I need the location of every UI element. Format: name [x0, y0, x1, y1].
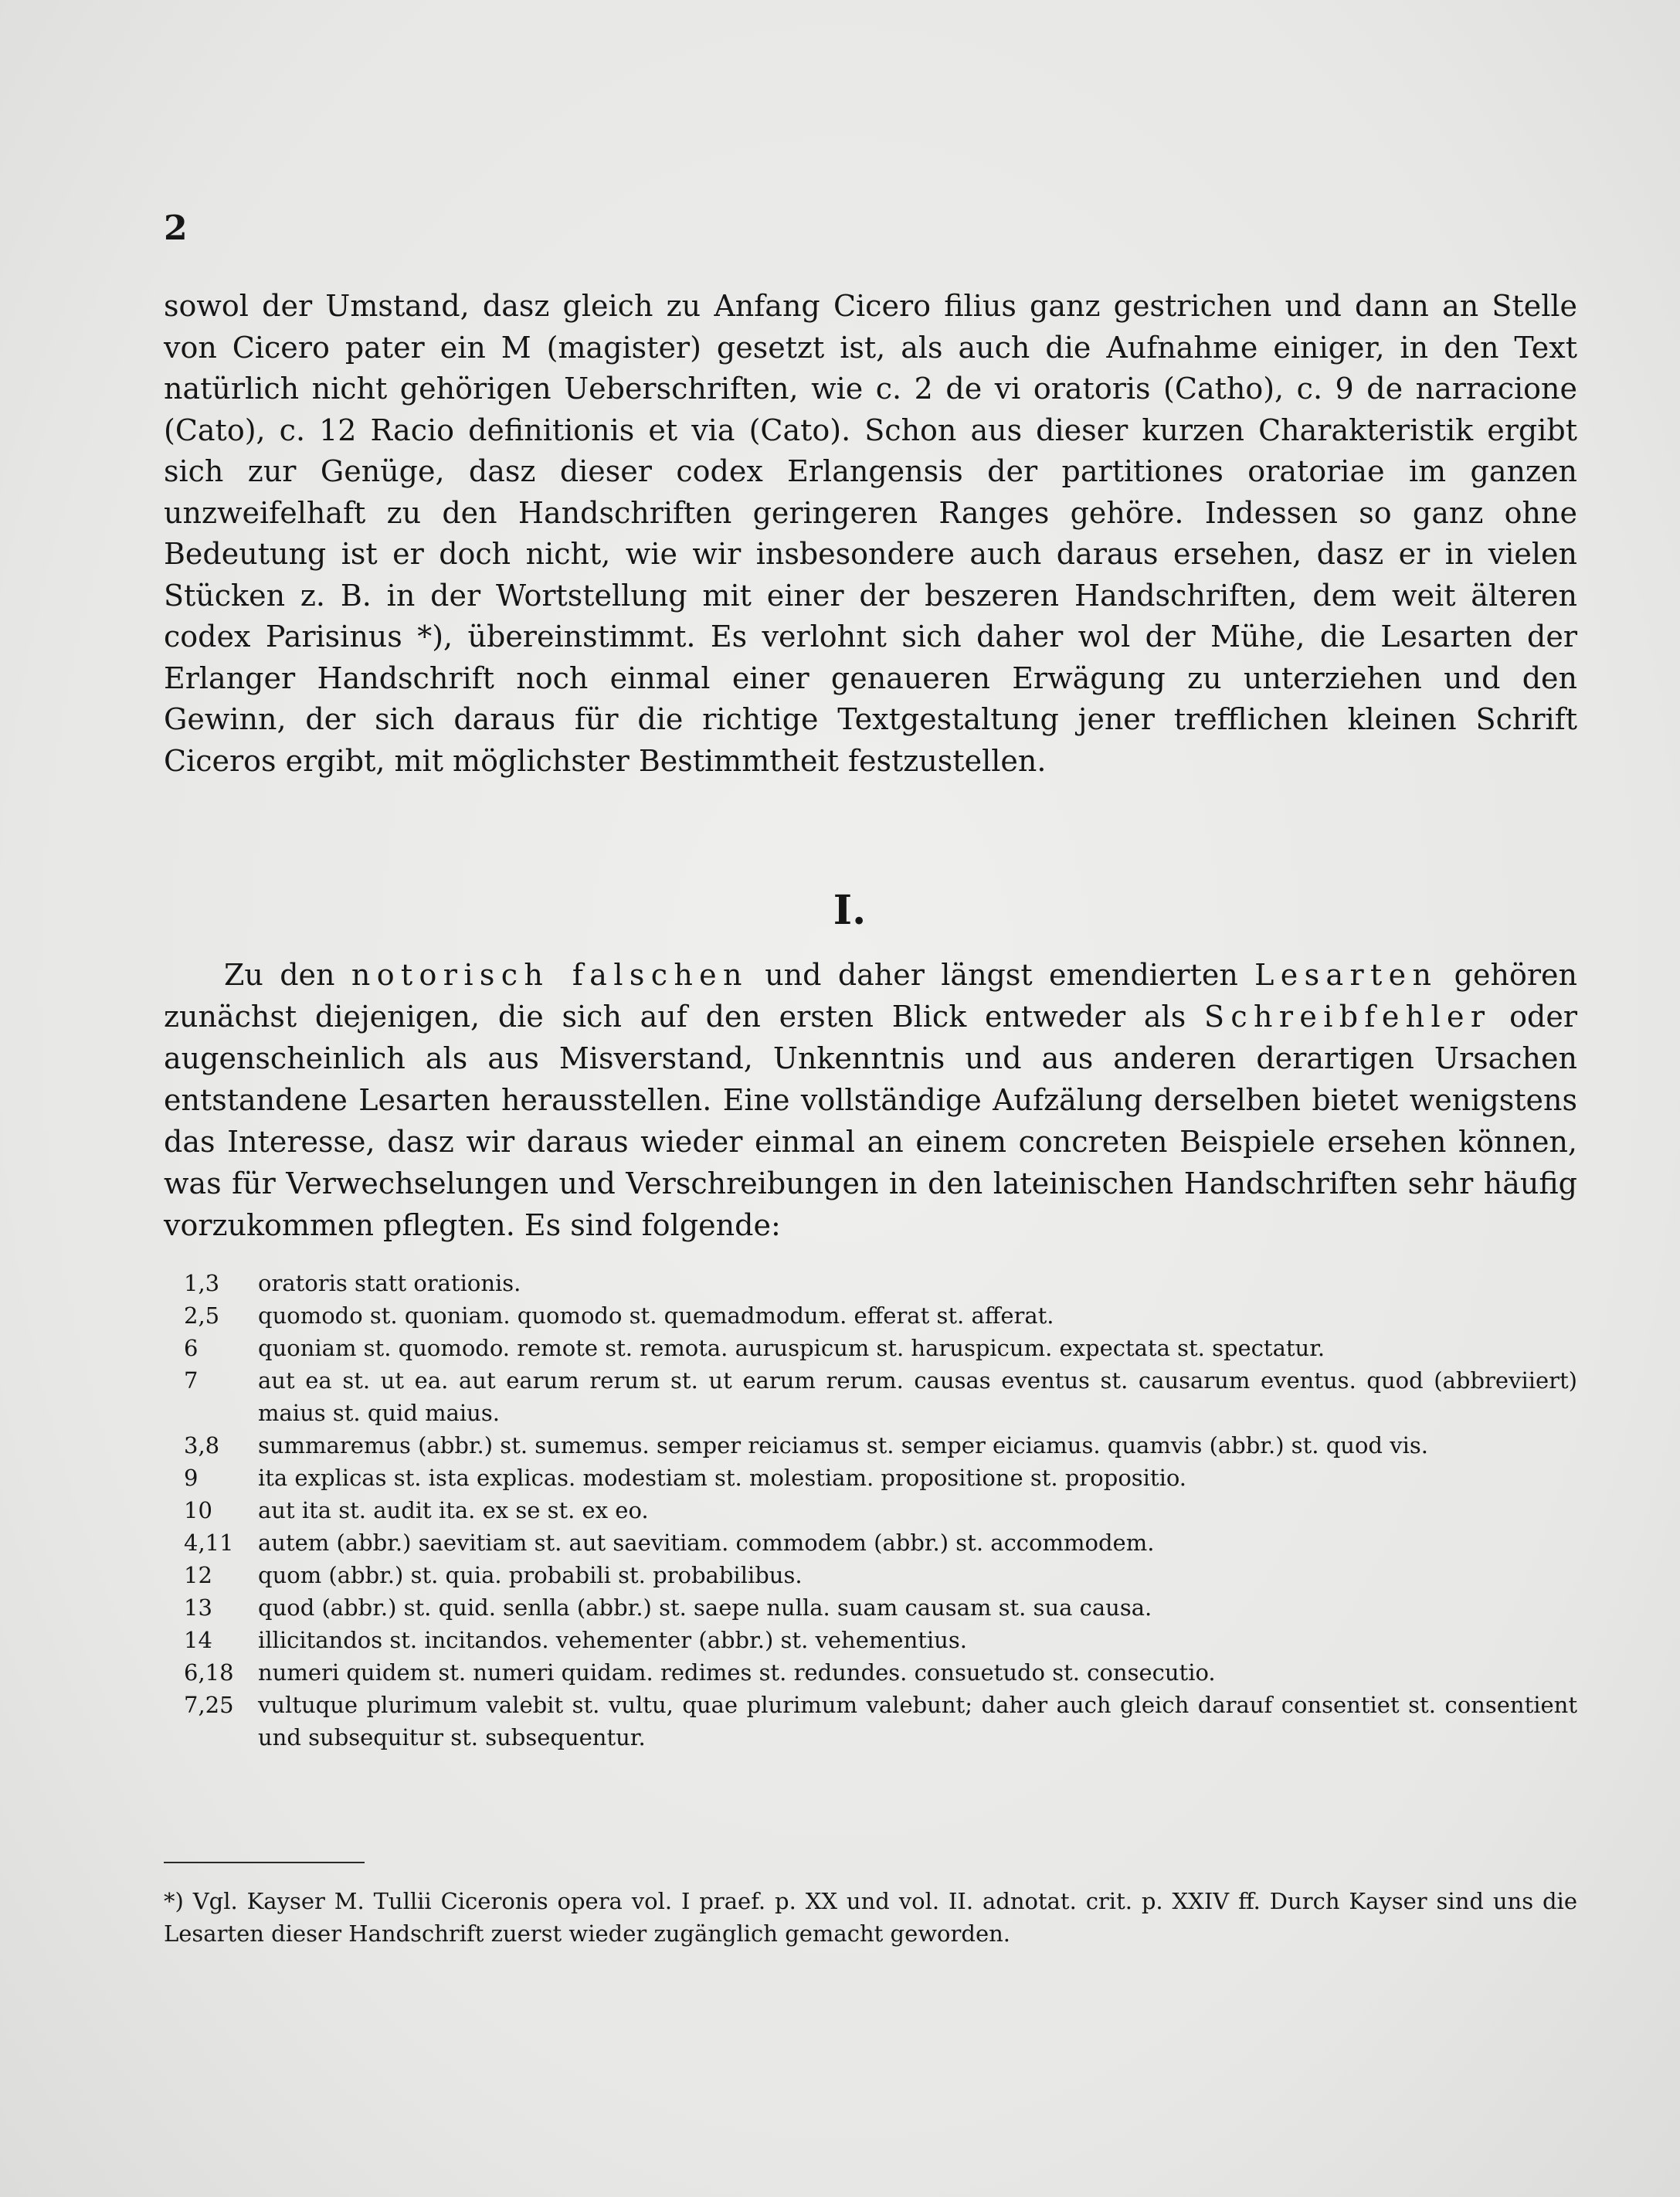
reading-text: autem (abbr.) saevitiam st. aut saevitiam. commodem (abbr.) st. accommodem.: [258, 1530, 1155, 1556]
reading-reference: 3,8: [184, 1432, 220, 1458]
reading-row: [164, 1299, 1577, 1332]
reading-reference: 2,5: [184, 1302, 220, 1329]
footnote: *) Vgl. Kayser M. Tullii Ciceronis opera vol. I praef. p. XX und vol. II. adnotat. crit. p. XXIV ff. Durch Kayser sind uns die Lesarten dieser Handschrift zuerst wieder zugänglich gemacht geworden.: [164, 1888, 1577, 1947]
reading-row: [164, 1689, 1577, 1754]
reading-row: [164, 1494, 1577, 1526]
emphasized-term: Schreibfehler: [1203, 1000, 1492, 1034]
reading-reference: 4,11: [184, 1530, 234, 1556]
emphasized-term: notorisch falschen: [351, 958, 748, 992]
page-number: 2: [164, 209, 188, 248]
reading-reference: 7: [184, 1367, 199, 1394]
reading-row: [164, 1526, 1577, 1559]
section-heading: I.: [833, 887, 867, 934]
reading-reference: 9: [184, 1465, 199, 1491]
reading-row: [164, 1656, 1577, 1689]
reading-text: numeri quidem st. numeri quidam. redimes st. redundes. consuetudo st. consecutio.: [258, 1659, 1216, 1686]
reading-text: ita explicas st. ista explicas. modestiam st. molestiam. propositione st. propositio.: [258, 1465, 1187, 1491]
reading-row: [164, 1364, 1577, 1429]
reading-reference: 10: [184, 1497, 212, 1523]
paragraph-text: Zu den: [224, 958, 335, 992]
reading-row: [164, 1559, 1577, 1591]
reading-text: illicitandos st. incitandos. vehementer (abbr.) st. vehementius.: [258, 1627, 967, 1653]
reading-row: [164, 1332, 1577, 1364]
section-paragraph: [164, 954, 1577, 1246]
reading-reference: 7,25: [184, 1692, 234, 1718]
reading-reference: 12: [184, 1562, 212, 1588]
reading-text: quoniam st. quomodo. remote st. remota. auruspicum st. haruspicum. expectata st. spectatur.: [258, 1335, 1325, 1361]
reading-row: [164, 1591, 1577, 1624]
reading-reference: 6,18: [184, 1659, 234, 1686]
reading-text: aut ea st. ut ea. aut earum rerum st. ut earum rerum. causas eventus st. causarum eventus. quod (abbreviiert) maius st. quid maius.: [258, 1367, 1577, 1426]
reading-reference: 1,3: [184, 1270, 220, 1296]
reading-text: vultuque plurimum valebit st. vultu, quae plurimum valebunt; daher auch gleich darauf consentiet st. consentient und subsequitur st. subsequentur.: [258, 1692, 1577, 1750]
reading-text: summaremus (abbr.) st. sumemus. semper reiciamus st. semper eiciamus. quamvis (abbr.) st. quod vis.: [258, 1432, 1428, 1458]
reading-text: quom (abbr.) st. quia. probabili st. probabilibus.: [258, 1562, 803, 1588]
paragraph-text: oder augenscheinlich als aus Misverstand, Unkenntnis und aus anderen derartigen Ursachen entstandene Lesarten herausstellen. Eine vollständige Aufzälung derselben bietet wenigstens das Interesse, dasz wir daraus wieder einmal an einem concreten Beispiele ersehen können, was für Verwechselungen und Verschreibungen in den lateinischen Handschriften sehr häufig vorzukommen pflegten. Es sind folgende:: [164, 1000, 1577, 1242]
reading-row: [164, 1429, 1577, 1462]
reading-row: [164, 1462, 1577, 1494]
reading-reference: 13: [184, 1594, 212, 1621]
reading-text: oratoris statt orationis.: [258, 1270, 521, 1296]
reading-row: [164, 1267, 1577, 1299]
reading-text: quod (abbr.) st. quid. senlla (abbr.) st. saepe nulla. suam causam st. sua causa.: [258, 1594, 1152, 1621]
reading-reference: 6: [184, 1335, 199, 1361]
paragraph-text: und daher längst emendierten: [765, 958, 1238, 992]
readings-list: [164, 1267, 1577, 1754]
reading-text: aut ita st. audit ita. ex se st. ex eo.: [258, 1497, 649, 1523]
reading-row: [164, 1624, 1577, 1656]
reading-reference: 14: [184, 1627, 212, 1653]
paragraph-text: gehören zunächst diejenigen, die sich auf den ersten Blick entweder als: [164, 958, 1577, 1034]
reading-text: quomodo st. quoniam. quomodo st. quemadmodum. efferat st. afferat.: [258, 1302, 1054, 1329]
intro-paragraph: sowol der Umstand, dasz gleich zu Anfang Cicero filius ganz gestrichen und dann an Stelle von Cicero pater ein M (magister) gesetzt ist, als auch die Aufnahme einiger, in den Text natürlich nicht gehörigen Ueberschriften, wie c. 2 de vi oratoris (Catho), c. 9 de narracione (Cato), c. 12 Racio definitionis et via (Cato). Schon aus dieser kurzen Charakteristik ergibt sich zur Genüge, dasz dieser codex Erlangensis der partitiones oratoriae im ganzen unzweifelhaft zu den Handschriften geringeren Ranges gehöre. Indessen so ganz ohne Bedeutung ist er doch nicht, wie wir insbesondere auch daraus ersehen, dasz er in vielen Stücken z. B. in der Wortstellung mit einer der beszeren Handschriften, dem weit älteren codex Parisinus *), übereinstimmt. Es verlohnt sich daher wol der Mühe, die Lesarten der Erlanger Handschrift noch einmal einer genaueren Erwägung zu unterziehen und den Gewinn, der sich daraus für die richtige Textgestaltung jener trefflichen kleinen Schrift Ciceros ergibt, mit möglichster Bestimmtheit festzustellen.: [164, 289, 1577, 778]
emphasized-term: Lesarten: [1254, 958, 1438, 992]
footnote-divider: [164, 1862, 365, 1863]
